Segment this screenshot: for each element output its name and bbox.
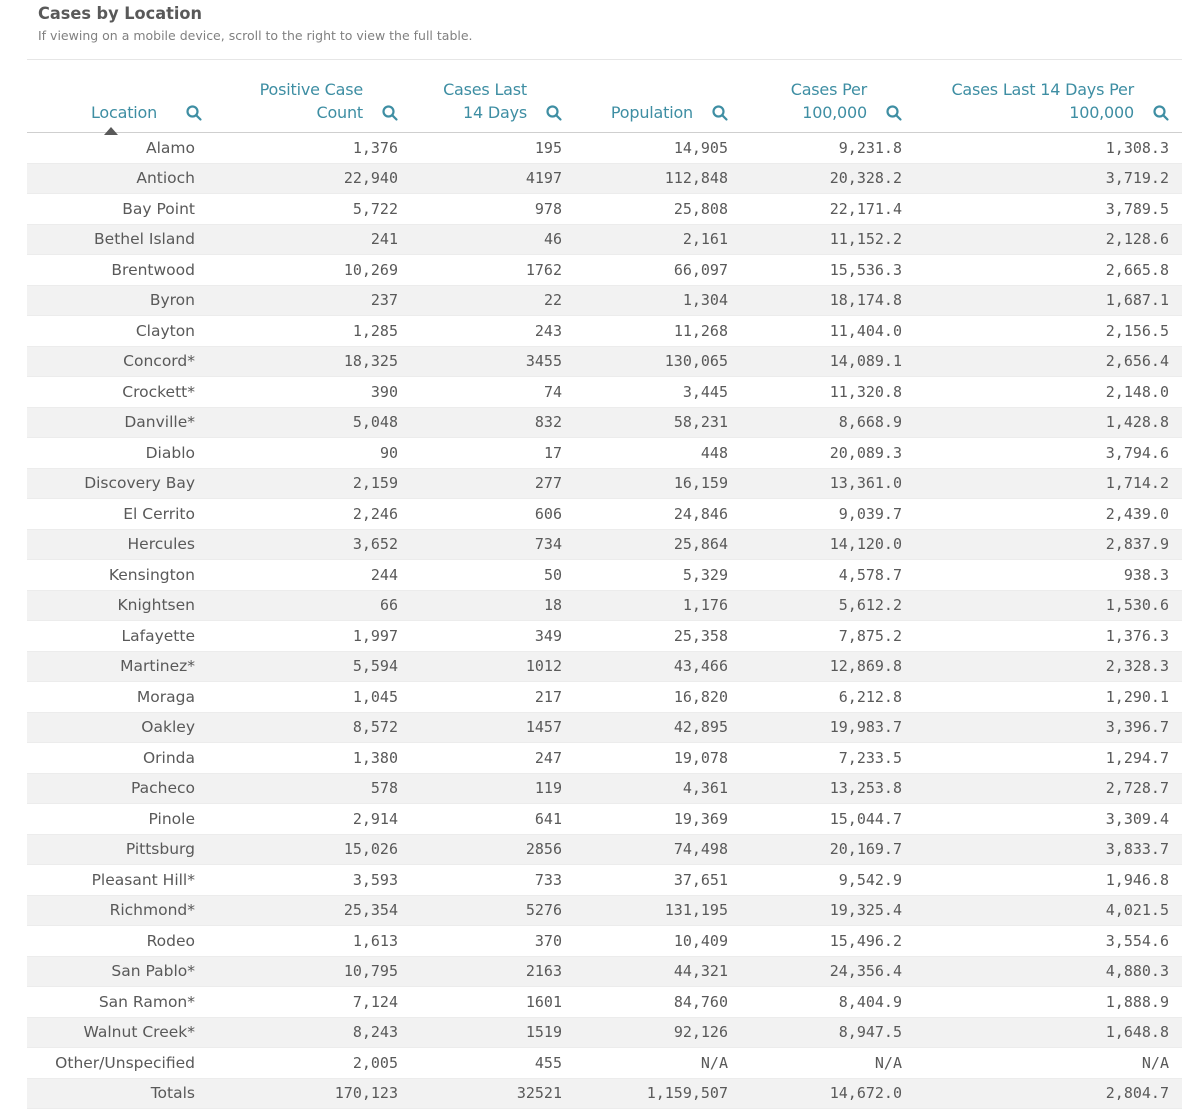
location-cell[interactable]: Moraga xyxy=(27,682,215,713)
cell-per100k: 19,983.7 xyxy=(741,712,915,743)
cell-population: 1,159,507 xyxy=(575,1078,741,1109)
cell-last14per100k: 2,728.7 xyxy=(915,773,1182,804)
table-row xyxy=(27,743,1182,774)
cell-per100k: 15,044.7 xyxy=(741,804,915,835)
cell-per100k: 13,253.8 xyxy=(741,773,915,804)
cell-population: 16,820 xyxy=(575,682,741,713)
cell-last14per100k: 3,719.2 xyxy=(915,163,1182,194)
cell-population: 25,864 xyxy=(575,529,741,560)
cell-per100k: 8,668.9 xyxy=(741,407,915,438)
cell-last14: 5276 xyxy=(411,895,575,926)
cell-positive: 18,325 xyxy=(215,346,411,377)
location-cell[interactable]: Diablo xyxy=(27,438,215,469)
page-subtitle: If viewing on a mobile device, scroll to the right to view the full table. xyxy=(38,28,473,43)
cell-positive: 5,048 xyxy=(215,407,411,438)
cell-last14: 4197 xyxy=(411,163,575,194)
page-title: Cases by Location xyxy=(38,4,202,24)
cell-positive: 2,246 xyxy=(215,499,411,530)
cell-last14per100k: 1,714.2 xyxy=(915,468,1182,499)
location-cell[interactable]: Alamo xyxy=(27,133,215,164)
location-cell[interactable]: Byron xyxy=(27,285,215,316)
cell-population: 2,161 xyxy=(575,224,741,255)
cell-population: 43,466 xyxy=(575,651,741,682)
cell-positive: 3,593 xyxy=(215,865,411,896)
cell-last14per100k: 3,789.5 xyxy=(915,194,1182,225)
cell-last14per100k: 2,804.7 xyxy=(915,1078,1182,1109)
location-cell[interactable]: Orinda xyxy=(27,743,215,774)
location-cell[interactable]: Knightsen xyxy=(27,590,215,621)
cell-per100k: 15,536.3 xyxy=(741,255,915,286)
search-icon[interactable] xyxy=(1152,104,1170,122)
cell-last14per100k: 2,328.3 xyxy=(915,651,1182,682)
table-row xyxy=(27,499,1182,530)
cell-last14per100k: 1,376.3 xyxy=(915,621,1182,652)
cell-population: 3,445 xyxy=(575,377,741,408)
table-row xyxy=(27,682,1182,713)
cell-per100k: 4,578.7 xyxy=(741,560,915,591)
table-row xyxy=(27,651,1182,682)
cell-per100k: 6,212.8 xyxy=(741,682,915,713)
cell-per100k: 24,356.4 xyxy=(741,956,915,987)
table-row xyxy=(27,834,1182,865)
location-cell[interactable]: Bethel Island xyxy=(27,224,215,255)
location-cell[interactable]: Other/Unspecified xyxy=(27,1048,215,1079)
column-header-last14[interactable] xyxy=(411,60,575,133)
table-row xyxy=(27,621,1182,652)
table-row xyxy=(27,926,1182,957)
cell-population: 19,078 xyxy=(575,743,741,774)
table-row xyxy=(27,1017,1182,1048)
cell-positive: 237 xyxy=(215,285,411,316)
cell-last14: 1012 xyxy=(411,651,575,682)
cell-last14: 243 xyxy=(411,316,575,347)
table-row xyxy=(27,956,1182,987)
cell-positive: 5,594 xyxy=(215,651,411,682)
cell-population: 4,361 xyxy=(575,773,741,804)
cell-last14: 455 xyxy=(411,1048,575,1079)
cell-per100k: 12,869.8 xyxy=(741,651,915,682)
column-label-population[interactable]: Population xyxy=(610,103,693,122)
table-row xyxy=(27,865,1182,896)
cell-last14: 277 xyxy=(411,468,575,499)
cell-per100k: 11,152.2 xyxy=(741,224,915,255)
cell-last14: 978 xyxy=(411,194,575,225)
cell-last14: 2856 xyxy=(411,834,575,865)
cell-last14: 46 xyxy=(411,224,575,255)
cell-population: 92,126 xyxy=(575,1017,741,1048)
cell-per100k: 7,233.5 xyxy=(741,743,915,774)
cell-population: 112,848 xyxy=(575,163,741,194)
cell-last14: 1601 xyxy=(411,987,575,1018)
search-icon[interactable] xyxy=(185,104,203,122)
cell-last14per100k: 1,888.9 xyxy=(915,987,1182,1018)
cell-last14per100k: 4,880.3 xyxy=(915,956,1182,987)
cell-last14per100k: 1,946.8 xyxy=(915,865,1182,896)
cell-last14: 195 xyxy=(411,133,575,164)
cell-positive: 170,123 xyxy=(215,1078,411,1109)
location-cell[interactable]: Walnut Creek* xyxy=(27,1017,215,1048)
cell-last14per100k: 2,665.8 xyxy=(915,255,1182,286)
cell-population: 58,231 xyxy=(575,407,741,438)
cell-last14per100k: 4,021.5 xyxy=(915,895,1182,926)
table-row xyxy=(27,468,1182,499)
table-header-row xyxy=(27,60,1182,133)
cell-population: 5,329 xyxy=(575,560,741,591)
table-row xyxy=(27,377,1182,408)
cell-last14: 50 xyxy=(411,560,575,591)
location-cell[interactable]: Crockett* xyxy=(27,377,215,408)
cell-last14per100k: 3,833.7 xyxy=(915,834,1182,865)
column-label-last14per100k[interactable]: Cases Last 14 Days Per 100,000 xyxy=(951,80,1134,122)
column-header-population[interactable] xyxy=(575,60,741,133)
table-row xyxy=(27,194,1182,225)
cell-positive: 2,914 xyxy=(215,804,411,835)
location-cell[interactable]: Clayton xyxy=(27,316,215,347)
column-label-last14[interactable]: Cases Last 14 Days xyxy=(443,80,527,122)
cell-population: 44,321 xyxy=(575,956,741,987)
cell-last14per100k: 1,687.1 xyxy=(915,285,1182,316)
cell-last14: 32521 xyxy=(411,1078,575,1109)
search-icon[interactable] xyxy=(885,104,903,122)
cell-per100k: 11,404.0 xyxy=(741,316,915,347)
cell-per100k: 14,120.0 xyxy=(741,529,915,560)
table-row xyxy=(27,590,1182,621)
cell-positive: 2,159 xyxy=(215,468,411,499)
location-cell[interactable]: Concord* xyxy=(27,346,215,377)
column-header-positive[interactable] xyxy=(215,60,411,133)
cell-positive: 1,380 xyxy=(215,743,411,774)
cell-last14per100k: 1,530.6 xyxy=(915,590,1182,621)
table-row xyxy=(27,560,1182,591)
cell-positive: 22,940 xyxy=(215,163,411,194)
location-cell[interactable]: Danville* xyxy=(27,407,215,438)
cell-last14per100k: 2,148.0 xyxy=(915,377,1182,408)
cell-population: 16,159 xyxy=(575,468,741,499)
table-body xyxy=(27,133,1182,1109)
table-row xyxy=(27,346,1182,377)
location-cell[interactable]: Lafayette xyxy=(27,621,215,652)
cell-last14per100k: 2,128.6 xyxy=(915,224,1182,255)
cell-last14per100k: 1,308.3 xyxy=(915,133,1182,164)
cell-last14: 606 xyxy=(411,499,575,530)
sort-ascending-icon[interactable] xyxy=(104,127,118,135)
column-header-last14per100k[interactable] xyxy=(915,60,1182,133)
table-row xyxy=(27,773,1182,804)
cell-population: 448 xyxy=(575,438,741,469)
cell-per100k: 7,875.2 xyxy=(741,621,915,652)
cell-last14per100k: 3,794.6 xyxy=(915,438,1182,469)
cell-positive: 7,124 xyxy=(215,987,411,1018)
cell-positive: 90 xyxy=(215,438,411,469)
cell-per100k: 20,169.7 xyxy=(741,834,915,865)
totals-label: Totals xyxy=(27,1078,215,1109)
table-row xyxy=(27,804,1182,835)
cell-last14: 17 xyxy=(411,438,575,469)
cell-per100k: 15,496.2 xyxy=(741,926,915,957)
cell-population: 66,097 xyxy=(575,255,741,286)
cell-per100k: 9,542.9 xyxy=(741,865,915,896)
cell-population: 24,846 xyxy=(575,499,741,530)
cell-per100k: 13,361.0 xyxy=(741,468,915,499)
cell-last14per100k: 1,294.7 xyxy=(915,743,1182,774)
location-cell[interactable]: Kensington xyxy=(27,560,215,591)
cell-population: 14,905 xyxy=(575,133,741,164)
cell-positive: 25,354 xyxy=(215,895,411,926)
cell-last14per100k: 3,554.6 xyxy=(915,926,1182,957)
cell-population: 37,651 xyxy=(575,865,741,896)
column-label-positive[interactable]: Positive Case Count xyxy=(259,80,363,122)
cell-per100k: 18,174.8 xyxy=(741,285,915,316)
location-cell[interactable]: Martinez* xyxy=(27,651,215,682)
cell-last14: 349 xyxy=(411,621,575,652)
location-cell[interactable]: Antioch xyxy=(27,163,215,194)
cell-last14: 2163 xyxy=(411,956,575,987)
table-row xyxy=(27,438,1182,469)
location-cell[interactable]: San Ramon* xyxy=(27,987,215,1018)
cell-population: 131,195 xyxy=(575,895,741,926)
location-cell[interactable]: San Pablo* xyxy=(27,956,215,987)
cell-per100k: 11,320.8 xyxy=(741,377,915,408)
search-icon[interactable] xyxy=(545,104,563,122)
cell-last14per100k: 2,837.9 xyxy=(915,529,1182,560)
location-cell[interactable]: Hercules xyxy=(27,529,215,560)
cases-table-container[interactable] xyxy=(27,59,1182,1109)
cell-last14: 22 xyxy=(411,285,575,316)
cell-positive: 1,613 xyxy=(215,926,411,957)
location-cell[interactable]: Bay Point xyxy=(27,194,215,225)
cell-positive: 1,997 xyxy=(215,621,411,652)
cell-last14: 119 xyxy=(411,773,575,804)
table-row xyxy=(27,255,1182,286)
cell-last14: 1762 xyxy=(411,255,575,286)
cell-last14per100k: 1,648.8 xyxy=(915,1017,1182,1048)
column-label-location[interactable]: Location xyxy=(91,103,158,122)
location-cell[interactable]: Richmond* xyxy=(27,895,215,926)
cell-population: 25,358 xyxy=(575,621,741,652)
cell-last14: 3455 xyxy=(411,346,575,377)
location-cell[interactable]: Discovery Bay xyxy=(27,468,215,499)
cell-per100k: 14,089.1 xyxy=(741,346,915,377)
cell-population: 130,065 xyxy=(575,346,741,377)
location-cell[interactable]: Brentwood xyxy=(27,255,215,286)
location-cell[interactable]: Pleasant Hill* xyxy=(27,865,215,896)
cell-population: 42,895 xyxy=(575,712,741,743)
cell-last14: 734 xyxy=(411,529,575,560)
cell-last14: 18 xyxy=(411,590,575,621)
cell-last14per100k: 2,656.4 xyxy=(915,346,1182,377)
table-row xyxy=(27,163,1182,194)
column-label-per100k[interactable]: Cases Per 100,000 xyxy=(790,80,867,122)
column-header-location[interactable] xyxy=(27,60,215,133)
location-cell[interactable]: Pinole xyxy=(27,804,215,835)
cell-last14per100k: 3,396.7 xyxy=(915,712,1182,743)
cell-population: 1,304 xyxy=(575,285,741,316)
cell-positive: 10,269 xyxy=(215,255,411,286)
cell-positive: 1,285 xyxy=(215,316,411,347)
cell-last14: 832 xyxy=(411,407,575,438)
cell-last14: 74 xyxy=(411,377,575,408)
cell-last14: 641 xyxy=(411,804,575,835)
cell-last14per100k: 1,290.1 xyxy=(915,682,1182,713)
cell-per100k: 9,231.8 xyxy=(741,133,915,164)
cell-last14: 247 xyxy=(411,743,575,774)
cell-per100k: 14,672.0 xyxy=(741,1078,915,1109)
cell-per100k: 5,612.2 xyxy=(741,590,915,621)
cases-by-location-table xyxy=(27,59,1182,1109)
cell-positive: 241 xyxy=(215,224,411,255)
cell-per100k: 8,947.5 xyxy=(741,1017,915,1048)
search-icon[interactable] xyxy=(381,104,399,122)
table-row xyxy=(27,895,1182,926)
cell-last14: 217 xyxy=(411,682,575,713)
location-cell[interactable]: Rodeo xyxy=(27,926,215,957)
cell-positive: 15,026 xyxy=(215,834,411,865)
cell-population: N/A xyxy=(575,1048,741,1079)
cell-positive: 8,572 xyxy=(215,712,411,743)
cell-population: 84,760 xyxy=(575,987,741,1018)
cell-positive: 5,722 xyxy=(215,194,411,225)
location-cell[interactable]: El Cerrito xyxy=(27,499,215,530)
cell-last14: 1519 xyxy=(411,1017,575,1048)
cell-per100k: 8,404.9 xyxy=(741,987,915,1018)
cell-per100k: 22,171.4 xyxy=(741,194,915,225)
cell-last14per100k: 3,309.4 xyxy=(915,804,1182,835)
cell-per100k: 20,089.3 xyxy=(741,438,915,469)
table-row xyxy=(27,529,1182,560)
totals-row xyxy=(27,1078,1182,1109)
cell-population: 10,409 xyxy=(575,926,741,957)
cell-last14per100k: 938.3 xyxy=(915,560,1182,591)
chart-header xyxy=(38,4,473,44)
cell-per100k: 9,039.7 xyxy=(741,499,915,530)
cell-positive: 2,005 xyxy=(215,1048,411,1079)
cell-positive: 66 xyxy=(215,590,411,621)
cell-positive: 8,243 xyxy=(215,1017,411,1048)
search-icon[interactable] xyxy=(711,104,729,122)
cell-population: 11,268 xyxy=(575,316,741,347)
location-cell[interactable]: Pacheco xyxy=(27,773,215,804)
cell-population: 1,176 xyxy=(575,590,741,621)
column-header-per100k[interactable] xyxy=(741,60,915,133)
cell-per100k: 20,328.2 xyxy=(741,163,915,194)
cell-per100k: N/A xyxy=(741,1048,915,1079)
cell-positive: 1,045 xyxy=(215,682,411,713)
cell-last14per100k: 2,156.5 xyxy=(915,316,1182,347)
table-row xyxy=(27,987,1182,1018)
table-row xyxy=(27,316,1182,347)
location-cell[interactable]: Pittsburg xyxy=(27,834,215,865)
cell-last14per100k: 1,428.8 xyxy=(915,407,1182,438)
cell-last14: 370 xyxy=(411,926,575,957)
table-row xyxy=(27,1048,1182,1079)
cell-population: 25,808 xyxy=(575,194,741,225)
cell-positive: 390 xyxy=(215,377,411,408)
cell-positive: 10,795 xyxy=(215,956,411,987)
table-row xyxy=(27,712,1182,743)
cell-last14: 733 xyxy=(411,865,575,896)
cell-last14per100k: 2,439.0 xyxy=(915,499,1182,530)
cell-population: 19,369 xyxy=(575,804,741,835)
cell-positive: 1,376 xyxy=(215,133,411,164)
table-row xyxy=(27,224,1182,255)
cell-positive: 244 xyxy=(215,560,411,591)
cell-last14: 1457 xyxy=(411,712,575,743)
table-row xyxy=(27,407,1182,438)
cell-population: 74,498 xyxy=(575,834,741,865)
table-row xyxy=(27,285,1182,316)
cell-positive: 3,652 xyxy=(215,529,411,560)
cell-per100k: 19,325.4 xyxy=(741,895,915,926)
table-row xyxy=(27,133,1182,164)
location-cell[interactable]: Oakley xyxy=(27,712,215,743)
cell-last14per100k: N/A xyxy=(915,1048,1182,1079)
cell-positive: 578 xyxy=(215,773,411,804)
